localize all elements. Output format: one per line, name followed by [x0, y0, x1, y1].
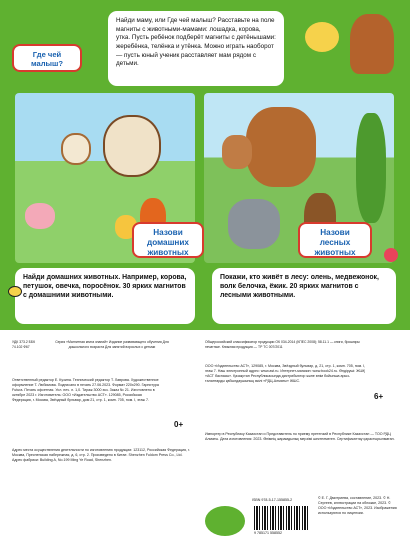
left-imprint: [12, 378, 162, 442]
foal-illustration: [222, 135, 252, 169]
right-imprint-2-text: Импортер в Республику Казахстан и Представитель по приему претензий в Республике Казахстан — ТОО РДЦ Алматы. Дата изготовления: 2023. Өнімнің жарамдылық мерзімі шектелмеген. Сертификаттау қарастырылмаған.: [205, 432, 395, 441]
flower-sticker: [384, 248, 398, 262]
tag-forest-animals-text: Назови лесных животных: [314, 228, 356, 257]
forest-description-text: Покажи, кто живёт в лесу: олень, медвежонок, волк белочка, ёжик. 20 ярких магнитов с лесными животными.: [220, 274, 379, 299]
udk-value: УДК 373.2 ББК 74.102 Ф67: [12, 340, 36, 349]
copyright-text: © Е. Г. Дмитриева, составление, 2023. © Н. Сергеев, иллюстрации на обложке, 2023. © ООО «Издательство АСТ», 2023. Изображения используются по лицензии.: [318, 496, 397, 515]
copyright: [318, 496, 400, 540]
barcode-number-text: 9 785171 558552: [254, 531, 282, 535]
tag-where-baby: [12, 44, 82, 72]
tag-domestic-animals: [132, 222, 204, 258]
series-value: Серия «Магнитная книга знаний» Издание развивающего обучения Для дошкольного возраста Для занятий взрослых с детьми: [55, 340, 169, 349]
age-rating-2-text: 6+: [374, 392, 384, 401]
tag-where-baby-text: Где чей малыш?: [30, 50, 64, 69]
isbn-text: ISBN 978-5-17-155855-2: [252, 498, 293, 502]
barcode: [254, 506, 308, 530]
age-rating: [174, 420, 183, 429]
right-imprint: [205, 364, 367, 428]
bee-sticker: [8, 286, 22, 297]
cow-illustration: [103, 115, 161, 177]
barcode-number: [254, 531, 314, 537]
forest-description-bubble: [212, 268, 396, 324]
horse-sticker: [350, 14, 394, 74]
series-text: [52, 340, 172, 374]
top-description-bubble: [108, 11, 284, 86]
classifier-text: [205, 340, 375, 360]
domestic-description-bubble: [15, 268, 195, 324]
right-imprint-text: ООО «Издательство АСТ», 129085, г. Москва, Звёздный бульвар, д. 21, стр. 1, комн. 705, пом. I, этаж 7. Наш электронный адрес: www.ast.ru. Интернет-магазин: www.book24.ru. Өндіруші: ЖШҚ «АСТ баспасы». Қазақстан Республикасында дистрибьютор және өнім бойынша арыз-талаптарды қабылдаушының өкілі «РДЦ-Алматы» ЖШС.: [205, 364, 366, 383]
top-description-text: Найди маму, или Где чей малыш? Расставьте на поле магниты с животными-мамами: лошадка, корова, утка. Пусть ребёнок подберёт магниты с детёнышами: жеребёнка, телёнка и утёнка. Можно играть наоборот — пусть юный ученик расставляет мам рядом с детьми.: [116, 17, 276, 68]
horse-illustration: [246, 107, 316, 187]
classifier-value: Общероссийский классификатор продукции ОК 034-2014 (КПЕС 2008); 58.11.1 — книги, брошюры печатные. Книжная продукция — ТР ТС 007/2011: [205, 340, 360, 349]
publisher-logo: [205, 506, 245, 536]
pig-illustration: [25, 203, 55, 229]
udk-text: [12, 340, 42, 368]
tree-illustration: [356, 113, 386, 223]
imprint-area: [0, 330, 410, 547]
age-rating-2: [374, 392, 383, 401]
tag-domestic-animals-text: Назови домашних животных: [147, 228, 189, 257]
left-imprint-2-text: Адрес места осуществления деятельности по изготовлению продукции: 123112, Российская Федерация, г. Москва, Пресненская набережная, д. 6, стр. 2. Произведено в Китае. Shenzhen Fuldom Press Co., Ltd. Адрес фабрики: Building A, No.199 Ming Ye Road, Shenzhen.: [12, 448, 190, 462]
duck-sticker: [305, 22, 339, 52]
calf-illustration: [61, 133, 91, 165]
left-imprint-2: [12, 448, 192, 526]
left-imprint-text: Ответственный редактор Е. Кузина. Технический редактор Т. Лаврова. Художественное оформление Т. Любимова. Подписано в печать 27.06.2023. Формат 220х290. Гарнитура Futura. Печать офсетная. Усл. печ. л. 1,0. Тираж 3000 экз. Заказ № 21. Изготовлено в октябре 2023 г. Изготовитель: ООО «Издательство АСТ». 129085, Российская Федерация, г. Москва, Звёздный бульвар, дом 21, стр. 1, комн. 705, пом. I, этаж 7.: [12, 378, 159, 402]
wolf-illustration: [228, 199, 280, 249]
isbn: [252, 498, 312, 504]
domestic-description-text: Найди домашних животных. Например, корова, петушок, овечка, поросёнок. 30 ярких магнитов с домашними животными.: [23, 274, 187, 299]
tag-forest-animals: [298, 222, 372, 258]
age-rating-text: 0+: [174, 420, 184, 429]
right-imprint-2: [205, 432, 395, 494]
